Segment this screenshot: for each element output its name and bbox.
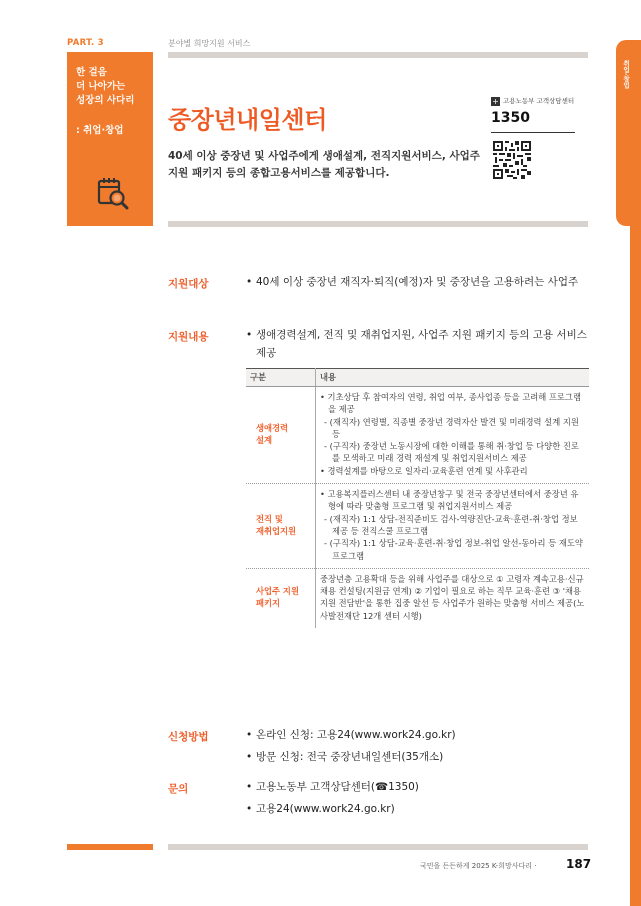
- section-label: 분야별 희망지원 서비스: [168, 39, 251, 48]
- footer-divider: [168, 844, 588, 850]
- table-row-content: • 고용복지플러스센터 내 중장년창구 및 전국 중장년센터에서 중장년 유형에 따라 맞춤형 프로그램 및 취업지원서비스 제공 - (재직자) 1:1 상담-전직준비도 검사-역량진단-교육·훈련-취·창업 정보 제공 등 전직스쿨 프로그램 - (구직자) 1:1 상담-교육·훈련-취·창업 정보-취업 알선-동아리 등 재도약 프로그램: [316, 484, 590, 569]
- chapter-subtitle: : 취업·창업: [76, 125, 124, 136]
- contact-item: • 고용24(www.work24.go.kr): [246, 803, 395, 815]
- chapter-title: 한 걸음 더 나아가는 성장의 사다리: [76, 67, 135, 106]
- apply-item: • 온라인 신청: 고용24(www.work24.go.kr): [246, 729, 456, 741]
- page-title: 중장년내일센터: [168, 106, 327, 134]
- table-header-content: 내용: [316, 369, 590, 387]
- target-label: 지원대상: [168, 278, 209, 290]
- table-row-category: 전직 및 재취업지원: [246, 484, 316, 569]
- table-row-category: 생애경력 설계: [246, 387, 316, 484]
- table-row-category: 사업주 지원 패키지: [246, 568, 316, 628]
- target-item: • 40세 이상 중장년 재직자·퇴직(예정)자 및 중장년을 고용하려는 사업주: [246, 276, 579, 288]
- chapter-tab[interactable]: [616, 40, 641, 226]
- table-row: [246, 484, 589, 569]
- content-item: • 생애경력설계, 전직 및 재취업지원, 사업주 지원 패키지 등의 고용 서비스 제공: [246, 329, 587, 359]
- page-number: 187: [566, 857, 592, 871]
- table-row: [246, 387, 589, 484]
- calendar-search-icon: [97, 176, 129, 210]
- content-label: 지원내용: [168, 331, 209, 343]
- table-row-content: • 기초상담 후 참여자의 연령, 취업 여부, 종사업종 등을 고려해 프로그램을 제공 - (재직자) 연령별, 직종별 중장년 경력자산 발견 및 미래경력 설계 지원 등 - (구직자) 중장년 노동시장에 대한 이해를 통해 취·창업 등 다양한 진로를 모색하고 미래 경력 재설계 및 취업지원서비스 제공 • 경력설계를 바탕으로 일자리·교육훈련 연계 및 사후관리: [320, 392, 581, 476]
- apply-item: • 방문 신청: 전국 중장년내일센터(35개소): [246, 751, 444, 763]
- hotline-label: + 고용노동부 고객상담센터: [492, 96, 575, 106]
- contact-label: 문의: [168, 783, 189, 795]
- table-row-content: 중장년층 고용확대 등을 위해 사업주를 대상으로 ① 고령자 계속고용·신규채용 컨설팅(지원금 연계) ② 기업이 필요로 하는 직무 교육·훈련 ③ '채용지원 전담반'을 통한 집중 알선 등 사업주가 원하는 맞춤형 서비스 제공(노사발전재단 12개 센터 시행): [316, 568, 590, 628]
- chapter-tab-label: 취업·창업: [622, 60, 630, 89]
- qr-code-icon[interactable]: [493, 141, 531, 179]
- right-edge-strip: [630, 226, 641, 906]
- top-divider: [168, 52, 588, 58]
- header-bottom-divider: [168, 221, 588, 227]
- hotline-number: 1350: [491, 110, 530, 126]
- part-label: PART. 3: [67, 38, 104, 48]
- footer-divider-accent: [67, 844, 153, 850]
- chapter-box: [67, 58, 153, 226]
- hotline-divider: [491, 132, 575, 133]
- contact-item: • 고용노동부 고객상담센터(☎1350): [246, 781, 419, 793]
- apply-label: 신청방법: [168, 731, 209, 743]
- service-table: [246, 368, 589, 628]
- table-row: [246, 568, 589, 628]
- footer-text: 국민을 든든하게 2025 K-희망사다리 ·: [420, 862, 537, 870]
- plus-icon: +: [492, 96, 499, 106]
- table-header-category: 구분: [246, 369, 316, 387]
- page-description: 40세 이상 중장년 및 사업주에게 생애설계, 전직지원서비스, 사업주 지원 패키지 등의 종합고용서비스를 제공합니다.: [168, 150, 480, 179]
